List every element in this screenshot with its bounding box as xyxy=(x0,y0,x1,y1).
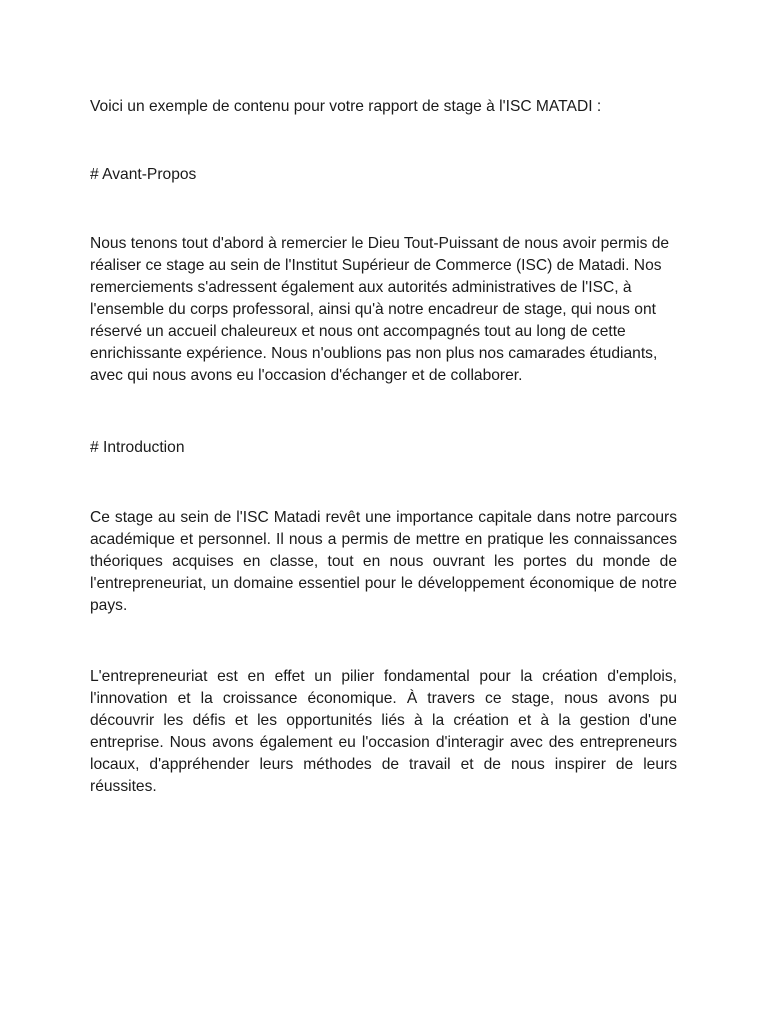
paragraph-avant-propos: Nous tenons tout d'abord à remercier le Dieu Tout-Puissant de nous avoir permis de réaliser ce stage au sein de l'Institut Supérieur de Commerce (ISC) de Matadi. Nos remerciements s'adressent également aux autorités administratives de l'ISC, à l'ensemble du corps professoral, ainsi qu'à notre encadreur de stage, qui nous ont réservé un accueil chaleureux et nous ont accompagnés tout au long de cette enrichissante expérience. Nous n'oublions pas non plus nos camarades étudiants, avec qui nous avons eu l'occasion d'échanger et de collaborer. xyxy=(90,235,670,384)
intro-line: Voici un exemple de contenu pour votre rapport de stage à l'ISC MATADI : xyxy=(90,98,602,115)
heading-avant-propos: # Avant-Propos xyxy=(90,166,197,183)
heading-introduction: # Introduction xyxy=(90,439,185,456)
paragraph-introduction-2: L'entrepreneuriat est en effet un pilier fondamental pour la création d'emplois, l'innovation et la croissance économique. À travers ce stage, nous avons pu découvrir les défis et les opportunités liés à la création et à la gestion d'une entreprise. Nous avons également eu l'occasion d'interagir avec des entrepreneurs locaux, d'appréhender leurs méthodes de travail et de nous inspirer de leurs réussites. xyxy=(90,668,677,795)
paragraph-introduction-1: Ce stage au sein de l'ISC Matadi revêt une importance capitale dans notre parcours académique et personnel. Il nous a permis de mettre en pratique les connaissances théoriques acquises en classe, tout en nous ouvrant les portes du monde de l'entrepreneuriat, un domaine essentiel pour le développement économique de notre pays. xyxy=(90,509,677,614)
